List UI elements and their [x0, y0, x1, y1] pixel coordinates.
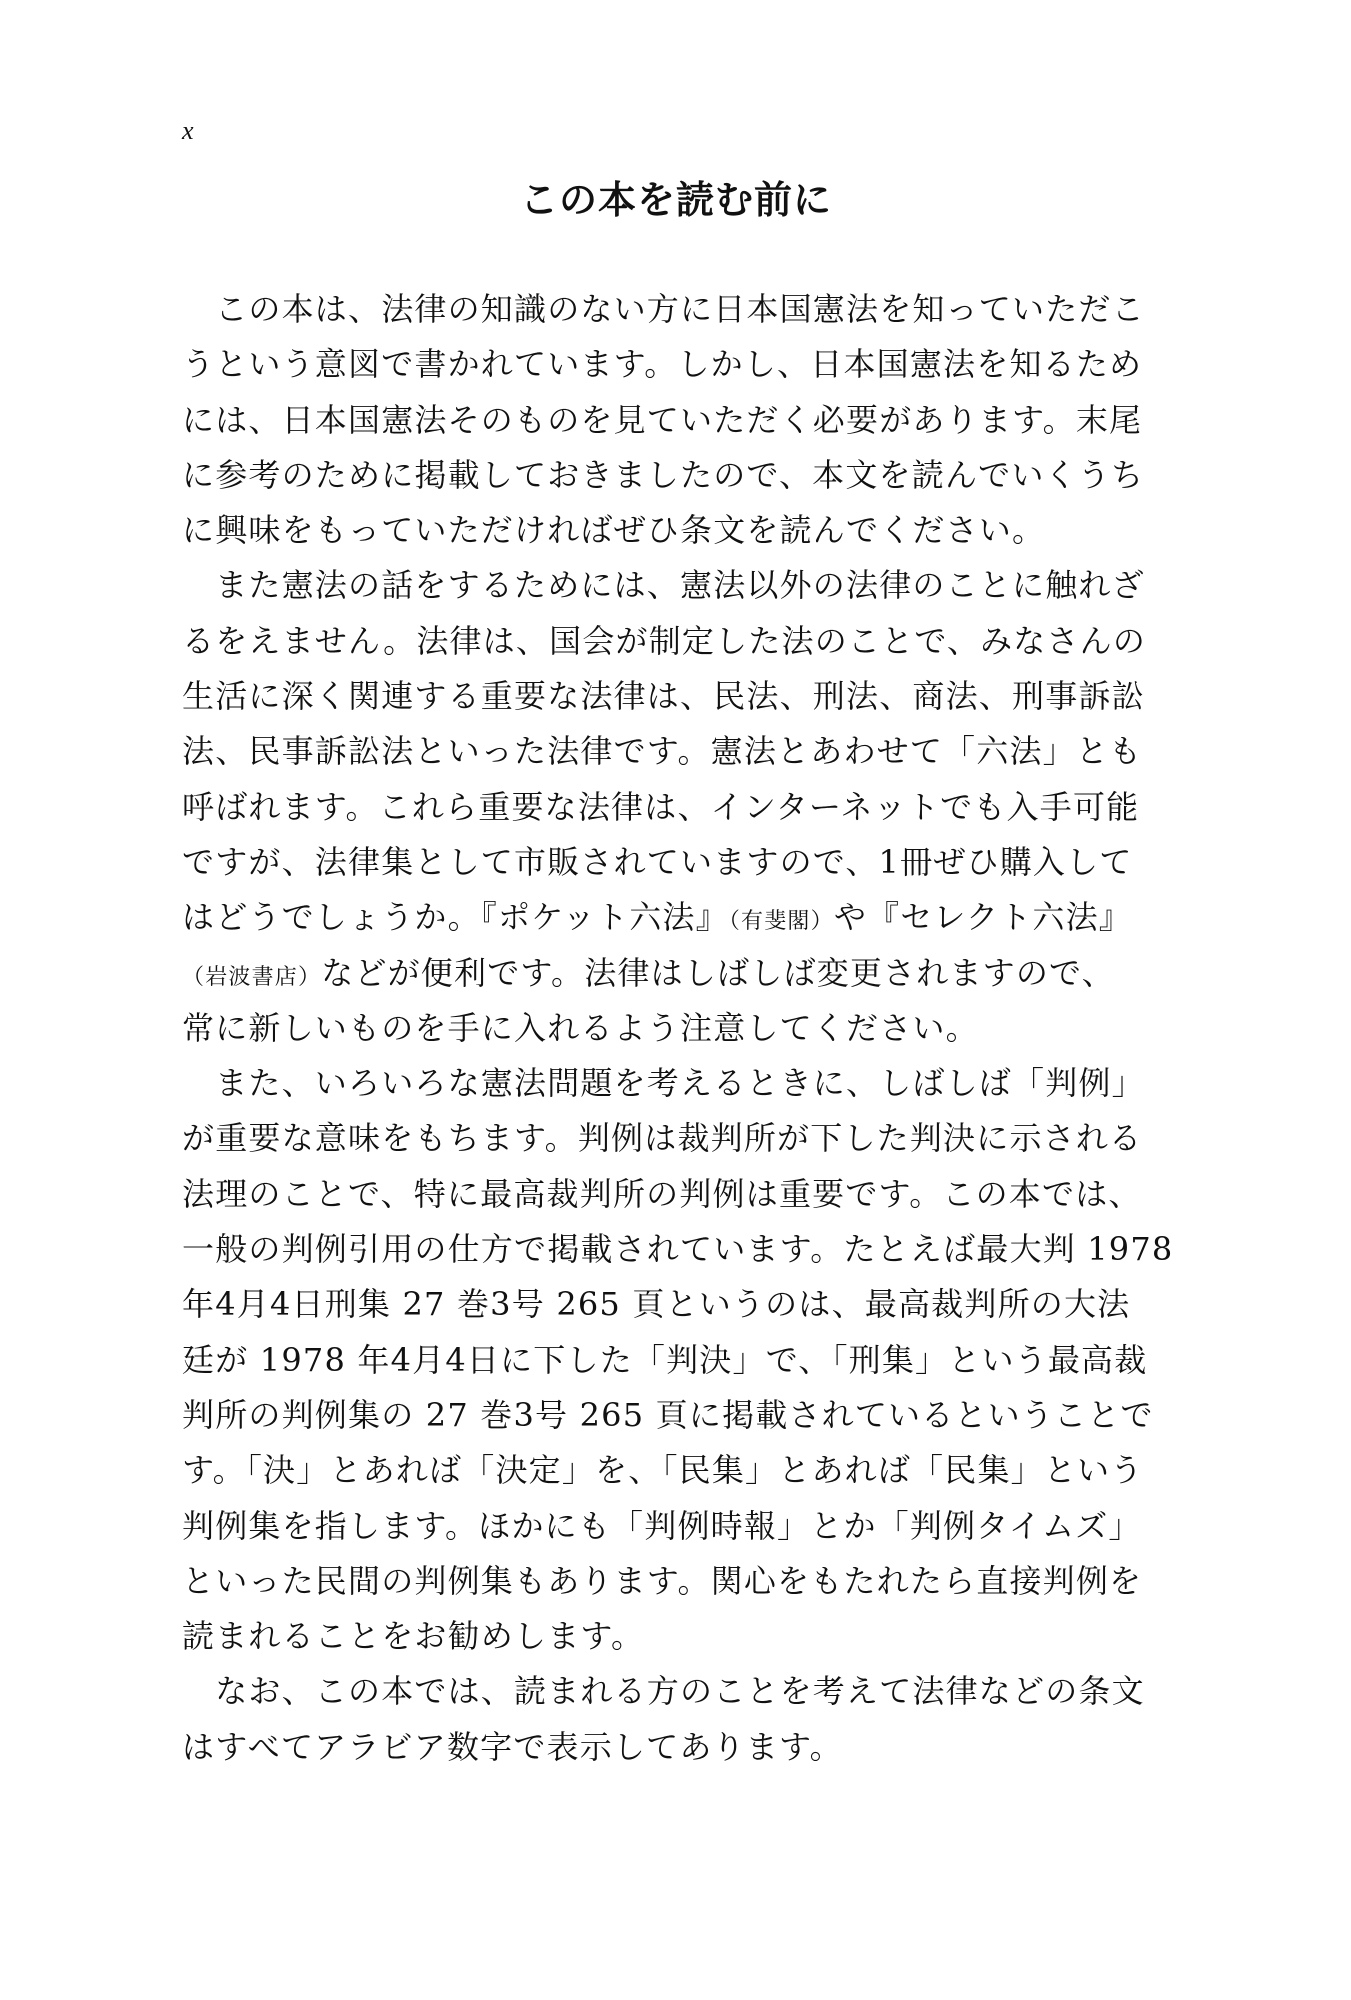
page-number: x — [182, 116, 194, 145]
text-line — [182, 890, 1170, 945]
text-line: 年4月4日刑集 27 巻3号 265 頁というのは、最高裁判所の大法 — [182, 1285, 1131, 1324]
text-line: 判所の判例集の 27 巻3号 265 頁に掲載されているということで — [182, 1395, 1154, 1434]
text-line: といった民間の判例集もあります。関心をもたれたら直接判例を — [182, 1561, 1143, 1600]
text-line: に興味をもっていただければぜひ条文を読んでください。 — [182, 511, 1046, 550]
text-line: また憲法の話をするためには、憲法以外の法律のことに触れざ — [182, 566, 1145, 605]
publisher-note: （岩波書店） — [182, 964, 322, 990]
line-segment: や『セレクト六法』 — [833, 898, 1132, 937]
text-line: この本は、法律の知識のない方に日本国憲法を知っていただこ — [182, 290, 1145, 328]
text-line: には、日本国憲法そのものを見ていただく必要があります。末尾 — [182, 400, 1143, 439]
body-text — [182, 282, 1174, 1775]
text-line: 法、民事訴訟法といった法律です。憲法とあわせて「六法」とも — [182, 732, 1143, 771]
paragraph-1 — [182, 282, 1170, 558]
text-line: また、いろいろな憲法問題を考えるときに、しばしば「判例」 — [182, 1064, 1145, 1103]
text-line: 廷が 1978 年4月4日に下した「判決」で、「刑集」という最高裁 — [182, 1340, 1148, 1379]
text-line: 生活に深く関連する重要な法律は、民法、刑法、商法、刑事訴訟 — [182, 677, 1145, 716]
text-line — [182, 946, 1170, 1001]
text-line: るをえません。法律は、国会が制定した法のことで、みなさんの — [182, 621, 1147, 660]
paragraph-4 — [182, 1664, 1170, 1775]
text-line: 法理のことで、特に最高裁判所の判例は重要です。この本では、 — [182, 1174, 1142, 1213]
text-line: 読まれることをお勧めします。 — [182, 1617, 645, 1656]
paragraph-3 — [182, 1056, 1174, 1664]
text-line: 一般の判例引用の仕方で掲載されています。たとえば最大判 1978 — [182, 1230, 1174, 1269]
chapter-title: この本を読む前に — [519, 178, 832, 222]
text-line: す。「決」とあれば「決定」を、「民集」とあれば「民集」という — [182, 1451, 1144, 1490]
text-line: に参考のために掲載しておきましたので、本文を読んでいくうち — [182, 455, 1145, 494]
text-line: なお、この本では、読まれる方のことを考えて法律などの条文 — [182, 1672, 1145, 1711]
text-line: 判例集を指します。ほかにも「判例時報」とか「判例タイムズ」 — [182, 1506, 1142, 1545]
text-line: はすべてアラビア数字で表示してあります。 — [182, 1727, 843, 1766]
publisher-note: （有斐閣） — [728, 909, 834, 935]
text-line: 呼ばれます。これら重要な法律は、インターネットでも入手可能 — [182, 787, 1140, 826]
text-line: 常に新しいものを手に入れるよう注意してください。 — [182, 1008, 979, 1047]
paragraph-2 — [182, 558, 1170, 1056]
text-line: うという意図で書かれています。しかし、日本国憲法を知るため — [182, 345, 1143, 384]
line-segment: などが便利です。法律はしばしば変更されますので、 — [321, 953, 1115, 992]
text-line: ですが、法律集として市販されていますので、1冊ぜひ購入して — [182, 842, 1133, 881]
line-segment: はどうでしょうか。『ポケット六法』 — [182, 898, 729, 937]
text-line: が重要な意味をもちます。判例は裁判所が下した判決に示される — [182, 1119, 1143, 1158]
